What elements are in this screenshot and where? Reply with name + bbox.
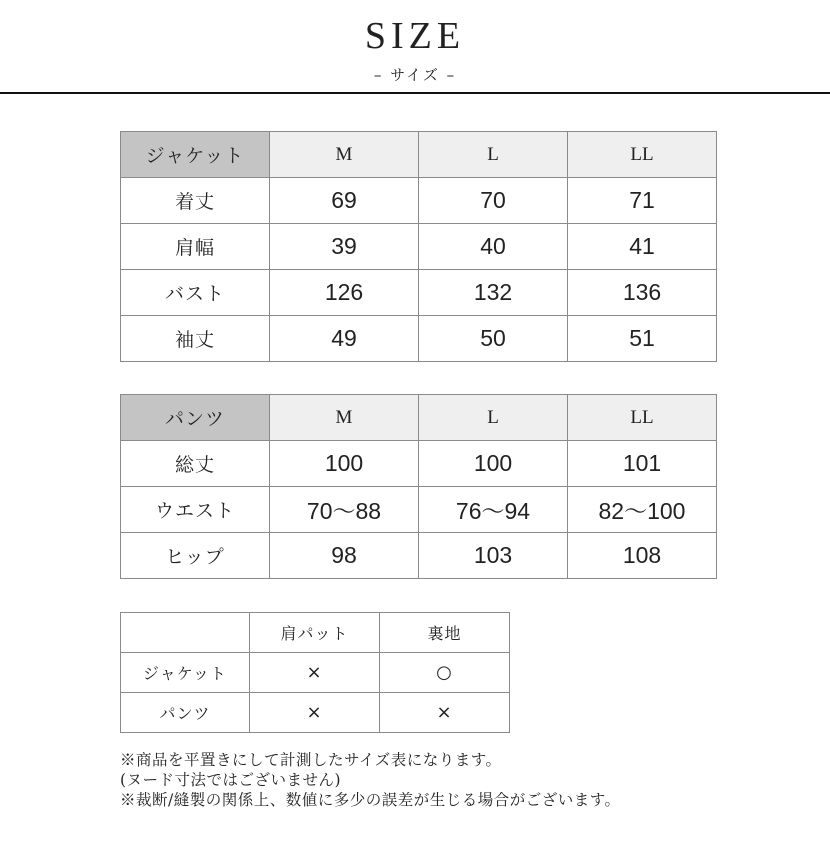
table-row	[121, 270, 717, 316]
size-header-ll: LL	[568, 395, 717, 441]
table-row	[121, 441, 717, 487]
features-table	[120, 612, 510, 733]
table-cell: 41	[568, 224, 717, 270]
row-label: 肩幅	[121, 224, 270, 270]
table-cell: ○	[380, 653, 510, 693]
pants-size-table	[120, 394, 717, 579]
table-row	[121, 533, 717, 579]
size-header-l: L	[419, 132, 568, 178]
row-label: 総丈	[121, 441, 270, 487]
table-row	[121, 693, 510, 733]
size-header-l: L	[419, 395, 568, 441]
table-cell: 132	[419, 270, 568, 316]
table-cell: ×	[250, 693, 380, 733]
table-header-row	[121, 395, 717, 441]
note-line: ※商品を平置きにして計測したサイズ表になります。	[120, 751, 502, 769]
table-header-row	[121, 132, 717, 178]
table-cell: 108	[568, 533, 717, 579]
size-header-ll: LL	[568, 132, 717, 178]
table-cell: 50	[419, 316, 568, 362]
table-cell: 100	[270, 441, 419, 487]
table-cell: 103	[419, 533, 568, 579]
table-cell: 49	[270, 316, 419, 362]
table-row	[121, 316, 717, 362]
note-line: ※裁断/縫製の関係上、数値に多少の誤差が生じる場合がございます。	[120, 791, 621, 809]
note-line: (ヌード寸法ではございません)	[120, 771, 342, 789]
table-cell: 70〜88	[270, 487, 419, 533]
table-cell: 101	[568, 441, 717, 487]
table-cell: 100	[419, 441, 568, 487]
table-row	[121, 178, 717, 224]
row-label: 着丈	[121, 178, 270, 224]
size-header-m: M	[270, 395, 419, 441]
table-cell: ×	[250, 653, 380, 693]
header-divider	[0, 92, 830, 94]
table-cell: ×	[380, 693, 510, 733]
table-cell: 82〜100	[568, 487, 717, 533]
size-header-m: M	[270, 132, 419, 178]
table-header-row	[121, 613, 510, 653]
table-cell: 126	[270, 270, 419, 316]
table-cell: 69	[270, 178, 419, 224]
row-label: パンツ	[121, 693, 250, 733]
row-label: ジャケット	[121, 653, 250, 693]
table-cell: 136	[568, 270, 717, 316]
row-label: ウエスト	[121, 487, 270, 533]
table-cell: 98	[270, 533, 419, 579]
table-cell: 39	[270, 224, 419, 270]
table-cell: 51	[568, 316, 717, 362]
notes-block	[120, 750, 820, 810]
table-row	[121, 653, 510, 693]
jacket-corner-label: ジャケット	[121, 132, 270, 178]
feature-header-shoulder-pad: 肩パット	[250, 613, 380, 653]
features-corner	[121, 613, 250, 653]
feature-header-lining: 裏地	[380, 613, 510, 653]
page-subtitle: – サイズ –	[373, 66, 457, 84]
pants-corner-label: パンツ	[121, 395, 270, 441]
table-cell: 40	[419, 224, 568, 270]
table-cell: 76〜94	[419, 487, 568, 533]
table-row	[121, 487, 717, 533]
table-cell: 70	[419, 178, 568, 224]
row-label: 袖丈	[121, 316, 270, 362]
table-row	[121, 224, 717, 270]
row-label: バスト	[121, 270, 270, 316]
jacket-size-table	[120, 131, 717, 362]
page-title: SIZE	[364, 15, 466, 57]
row-label: ヒップ	[121, 533, 270, 579]
table-cell: 71	[568, 178, 717, 224]
